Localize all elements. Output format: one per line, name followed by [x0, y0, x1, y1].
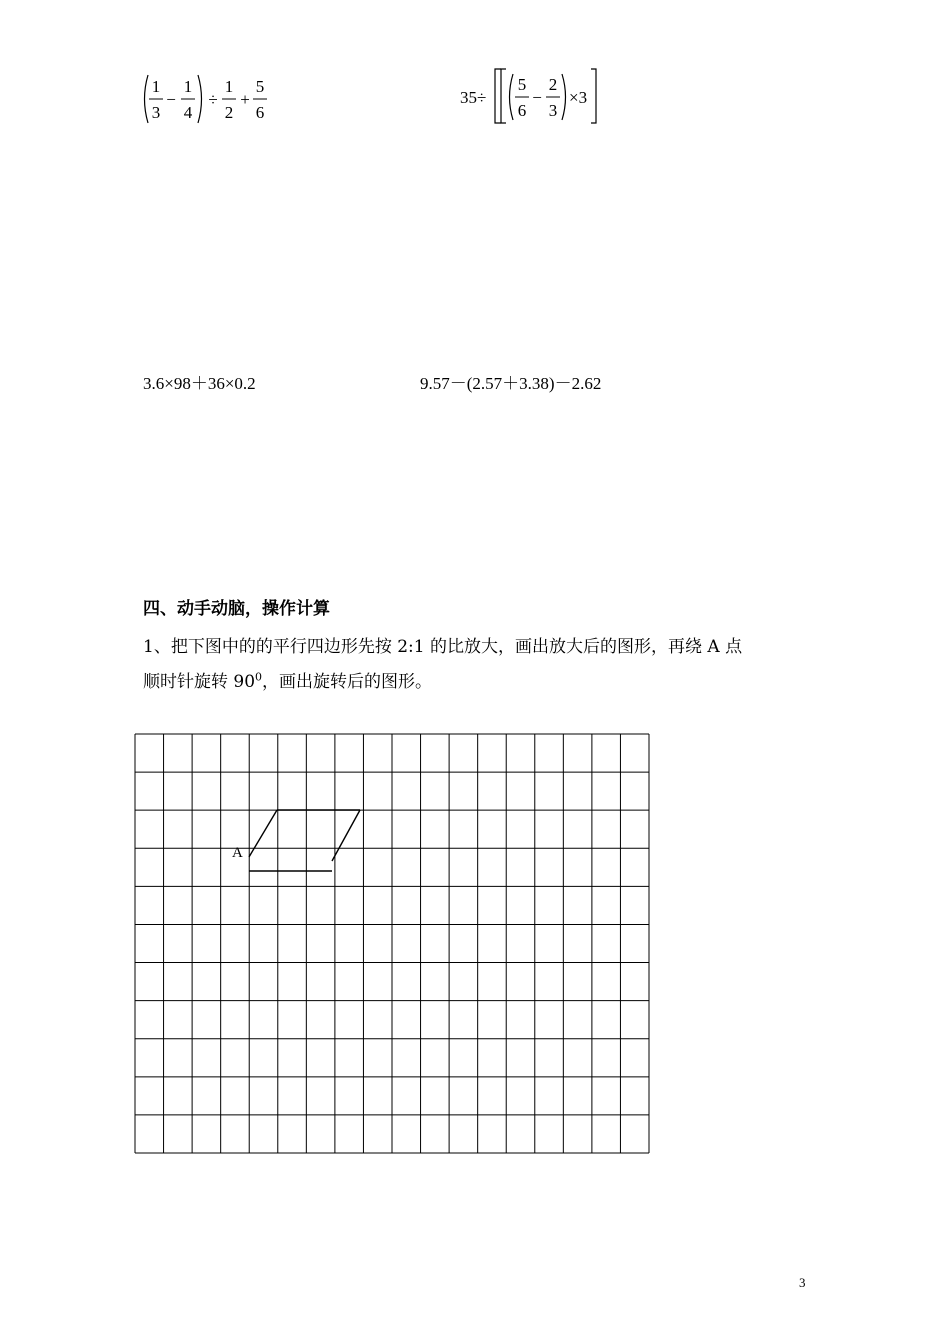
parallelogram-left-edge: [249, 810, 277, 857]
page-number: 3: [799, 1275, 806, 1290]
problem-2-expression: [455, 66, 605, 128]
grid-lines: [135, 734, 649, 1153]
question-1-line-2: [143, 667, 432, 692]
p2-frac2-den: 3: [548, 101, 558, 120]
p2-lead: 35÷: [460, 88, 487, 107]
p2-frac1-num: 5: [517, 75, 527, 94]
p1-frac3-den: 2: [224, 103, 234, 122]
problem-4-expression: 9.57－(2.57＋3.38)－2.62: [420, 374, 602, 393]
p1-frac1-num: 1: [151, 77, 161, 96]
question-1-line-2-post: ，画出旋转后的图形。: [262, 672, 433, 692]
p2-frac2-num: 2: [548, 75, 558, 94]
drawing-grid: [134, 733, 650, 1154]
p1-plus: +: [240, 90, 250, 109]
parallelogram: [249, 810, 360, 871]
p1-minus: −: [166, 90, 176, 109]
p1-frac1-den: 3: [151, 103, 161, 122]
p2-frac1-den: 6: [517, 101, 527, 120]
p1-divide: ÷: [208, 90, 218, 109]
p1-frac2-den: 4: [183, 103, 193, 122]
point-a-label: A: [232, 845, 243, 861]
question-1-line-1: 1、把下图中的的平行四边形先按 2:1 的比放大，画出放大后的图形，再绕 A 点: [143, 637, 743, 657]
p2-tail: ×3: [569, 88, 588, 107]
degree-superscript: 0: [255, 670, 263, 684]
question-1-line-2-pre: 顺时针旋转 90: [143, 672, 256, 692]
p1-frac4-num: 5: [255, 77, 265, 96]
problem-1-expression: [140, 70, 280, 128]
parallelogram-right-edge: [332, 810, 360, 861]
section-heading: 四、动手动脑，操作计算: [143, 599, 330, 619]
p1-frac4-den: 6: [255, 103, 265, 122]
problem-3-expression: 3.6×98＋36×0.2: [143, 374, 256, 393]
p1-frac3-num: 1: [224, 77, 234, 96]
p1-frac2-num: 1: [183, 77, 193, 96]
p2-minus: −: [532, 88, 542, 107]
